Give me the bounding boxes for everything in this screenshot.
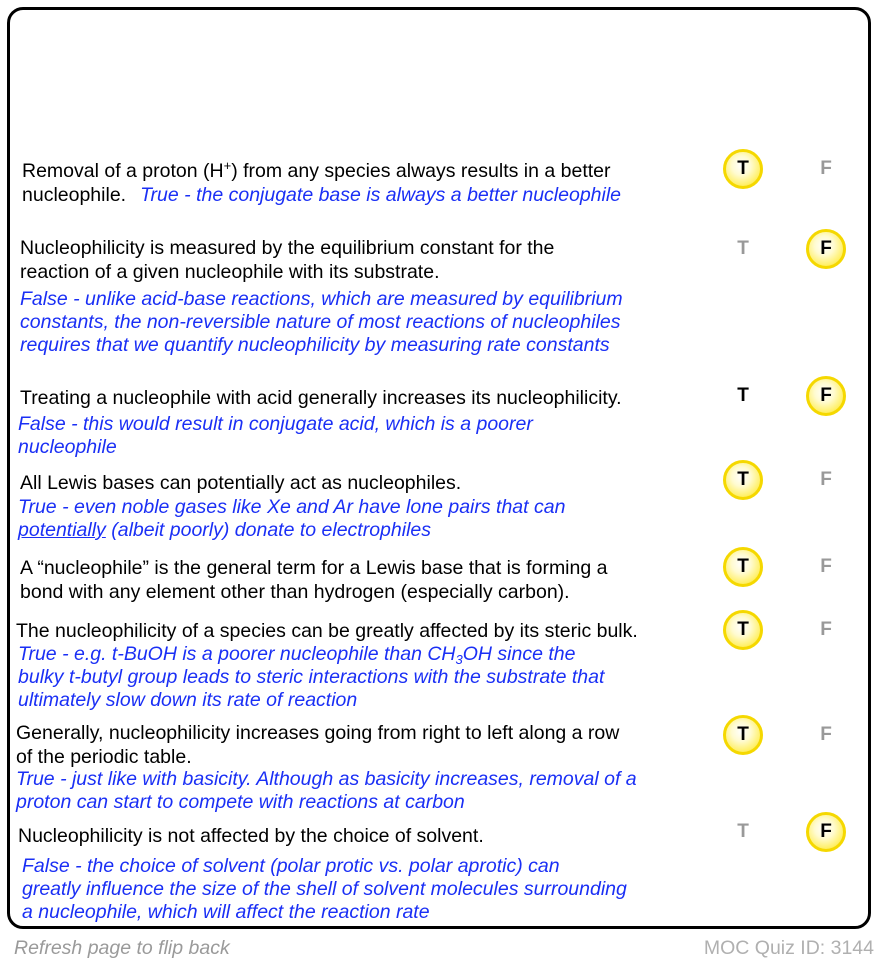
question-3-false-button[interactable]: F <box>806 376 846 416</box>
question-6-explanation: True - e.g. t-BuOH is a poorer nucleophile than $CH_3OH$ since the bulky t-butyl group leads to steric interactions with the substrate that ultimately slow down its rate of reaction <box>18 643 605 711</box>
question-2-false-button[interactable]: F <box>806 229 846 269</box>
question-7-explanation: True - just like with basicity. Although as basicity increases, removal of a proton can start to compete with reactions at carbon <box>16 768 637 813</box>
question-7-statement: Generally, nucleophilicity increases going from right to left along a row of the periodic table. <box>16 722 620 768</box>
question-3-statement: Treating a nucleophile with acid generally increases its nucleophilicity. <box>20 387 622 409</box>
question-4-explanation: True - even noble gases like Xe and Ar have lone pairs that can potentially (albeit poorly) donate to electrophiles <box>18 496 566 541</box>
quiz-card <box>7 7 871 929</box>
question-3-explanation: False - this would result in conjugate acid, which is a poorer nucleophile <box>18 413 533 458</box>
question-2-statement: Nucleophilicity is measured by the equilibrium constant for the reaction of a given nucleophile with its substrate. <box>20 237 555 283</box>
question-4-true-button[interactable]: T <box>723 460 763 500</box>
question-6-true-button[interactable]: T <box>723 610 763 650</box>
question-5-false-button[interactable]: F <box>820 556 832 577</box>
question-7-true-button[interactable]: T <box>723 715 763 755</box>
refresh-hint: Refresh page to flip back <box>14 937 230 959</box>
question-1-explanation: True - the conjugate base is always a better nucleophile <box>140 184 622 206</box>
quiz-id: MOC Quiz ID: 3144 <box>703 937 874 959</box>
question-8-statement: Nucleophilicity is not affected by the choice of solvent. <box>18 825 484 847</box>
question-1-true-button[interactable]: T <box>723 149 763 189</box>
question-3-true-button[interactable]: T <box>737 385 749 406</box>
question-6-statement: The nucleophilicity of a species can be greatly affected by its steric bulk. <box>16 620 638 642</box>
question-2-true-button[interactable]: T <box>737 238 749 259</box>
question-8-true-button[interactable]: T <box>737 821 749 842</box>
question-6-false-button[interactable]: F <box>820 619 832 640</box>
question-5-true-button[interactable]: T <box>723 547 763 587</box>
question-7-false-button[interactable]: F <box>820 724 832 745</box>
question-1-false-button[interactable]: F <box>820 158 832 179</box>
question-1-statement: Removal of a proton (H+) from any species always results in a better nucleophile. True - the conjugate base is always a better nucleophile <box>22 158 622 206</box>
question-8-explanation: False - the choice of solvent (polar protic vs. polar aprotic) can greatly influence the size of the shell of solvent molecules surrounding a nucleophile, which will affect the reaction rate <box>22 855 627 923</box>
question-2-explanation: False - unlike acid-base reactions, which are measured by equilibrium constants, the non-reversible nature of most reactions of nucleophiles requires that we quantify nucleophilicity by measuring rate constants <box>20 288 623 356</box>
question-5-statement: A “nucleophile” is the general term for a Lewis base that is forming a bond with any element other than hydrogen (especially carbon). <box>20 557 608 603</box>
question-8-false-button[interactable]: F <box>806 812 846 852</box>
question-4-false-button[interactable]: F <box>820 469 832 490</box>
question-4-statement: All Lewis bases can potentially act as nucleophiles. <box>20 472 462 494</box>
